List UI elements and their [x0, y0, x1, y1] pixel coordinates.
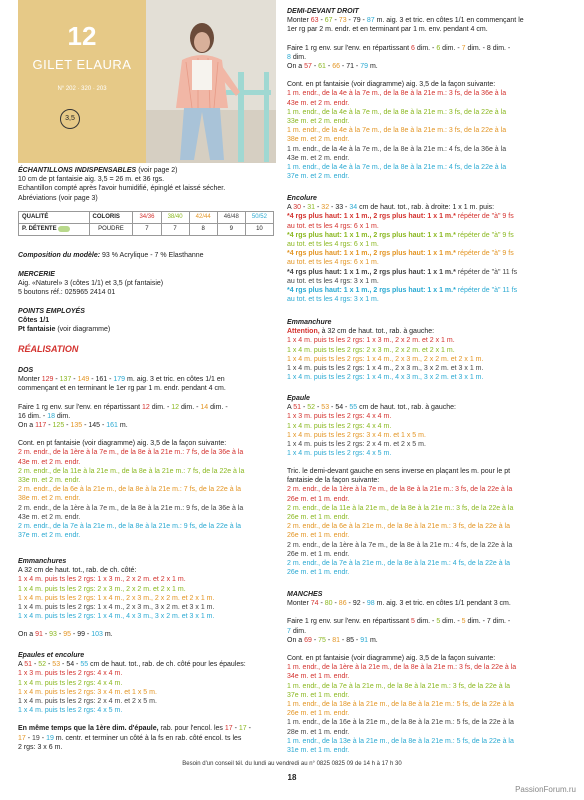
size-instruction-line: 1 m. endr., de la 7e à la 21e m., de la 8e à la 21e m.: 3 fs, de la 22e à la	[287, 682, 510, 690]
size-instruction-line: 1 x 4 m. puis ts les 2 rgs: 4 x 4 m.	[18, 679, 123, 687]
size-instruction-line: 1 x 4 m. puis ts les 2 rgs: 4 x 5 m.	[287, 450, 392, 458]
emm-sizes	[18, 575, 276, 621]
encolure-section	[287, 194, 571, 304]
size-instruction-line: 1 m. endr., de la 4e à la 7e m., de la 8e à la 21e m.: 3 fs, de la 36e à la	[287, 90, 507, 98]
page-number: 18	[287, 773, 297, 782]
gauche-line: fantaisie de la façon suivante:	[287, 477, 380, 485]
hero-title-panel	[18, 0, 146, 163]
watermark: PassionForum.ru	[515, 785, 576, 794]
size-instruction-line: 2 m. endr., de la 6e à la 21e m., de la 8e à la 21e m.: 3 fs, de la 22e à la	[287, 523, 510, 531]
emm-line: A 32 cm de haut. tot., rab. de ch. côté:	[18, 567, 137, 575]
echantillons-line: Echantillon compté après l'avoir humidifié, épinglé et laissé sécher.	[18, 185, 226, 193]
dos-line: commençant et en terminant le 1er rg par 1 m. endr. pendant 4 cm.	[18, 385, 226, 393]
size-instruction-line: 38e m. et 2 m. endr.	[287, 136, 350, 144]
size-instruction-line: 33e m. et 2 m. endr.	[287, 118, 350, 126]
realisation-title: RÉALISATION	[18, 344, 79, 354]
size-instruction-line: 1 x 4 m. puis ts les 2 rgs: 1 x 4 m., 2 x 3 m., 2 x 2 m. et 2 x 1 m.	[287, 355, 484, 363]
dd-line: 1er rg par 2 m. endr. et en terminant par 1 m. env. pendant 4 cm.	[287, 26, 488, 34]
size-instruction-line: 2 m. endr., de la 7e à la 21e m., de la 8e à la 21e m.: 9 fs, de la 22e à la	[18, 523, 241, 531]
size-instruction-line: 34e m. et 1 m. endr.	[287, 673, 350, 681]
dos-sizes	[18, 448, 276, 540]
size-instruction-line: 1 x 4 m. puis ts les 2 rgs: 1 x 4 m., 2 x 3 m., 3 x 2 m. et 3 x 1 m.	[287, 365, 484, 373]
table-cell: 7	[133, 224, 161, 236]
emm2-sizes	[287, 336, 571, 382]
size-instruction-line: 37e m. et 1 m. endr.	[287, 691, 350, 699]
size-instruction-line: 1 x 4 m. puis ts les 2 rgs: 1 x 4 m., 4 x 3 m., 3 x 2 m. et 3 x 1 m.	[18, 613, 215, 621]
manches-title: MANCHES	[287, 591, 323, 598]
size-instruction-line: 1 m. endr., de la 4e à la 7e m., de la 8e à la 21e m.: 3 fs, de la 22e à la	[287, 127, 507, 135]
size-instruction-line: 1 x 4 m. puis ts les 2 rgs: 2 x 3 m., 2 x 2 m. et 2 x 1 m.	[18, 585, 186, 593]
size-instruction-line: au tot. et ts les 4 rgs: 6 x 1 m.	[287, 241, 379, 249]
size-instruction-line: 1 m. endr., de la 13e à la 21e m., de la 8e à la 21e m.: 5 fs, de la 22e à la	[287, 737, 514, 745]
size-instruction-line: 2 m. endr., de la 1ère à la 7e m., de la 8e à la 21e m.: 7 fs, de la 36e à la	[18, 449, 244, 457]
size-instruction-line: 38e m. et 2 m. endr.	[18, 495, 81, 503]
table-header: 46/48	[217, 212, 245, 224]
model-illustration	[146, 0, 276, 163]
point-item: Côtes 1/1	[18, 317, 50, 325]
dos-line: Faire 1 rg env. sur l'env. en répartissant 12 dim. - 12 dim. - 14 dim. -	[18, 403, 228, 411]
size-instruction-line: 2 m. endr., de la 7e à la 21e m., de la 8e à la 21e m.: 4 fs, de la 22e à la	[287, 560, 510, 568]
size-instruction-line: 1 x 4 m. puis ts les 2 rgs: 1 x 4 m., 2 x 3 m., 3 x 2 m. et 3 x 1 m.	[18, 604, 215, 612]
size-instruction-line: 1 m. endr., de la 4e à la 7e m., de la 8e à la 21e m.: 4 fs, de la 36e à la	[287, 145, 507, 153]
size-instruction-line: 1 m. endr., de la 4e à la 7e m., de la 8e à la 21e m.: 4 fs, de la 22e à la	[287, 164, 507, 172]
echantillons-note: (voir page 2)	[138, 167, 178, 174]
dd-sizes	[287, 89, 571, 181]
size-instruction-line: 1 x 4 m. puis ts les 2 rgs: 3 x 4 m. et 1 x 5 m.	[18, 688, 157, 696]
manches-line: Faire 1 rg env. sur l'env. en répartissant 5 dim. - 5 dim. - 5 dim. - 7 dim. -	[287, 618, 511, 626]
model-photo	[146, 0, 276, 163]
size-instruction-line: 1 x 4 m. puis ts les 2 rgs: 4 x 5 m.	[18, 707, 123, 715]
size-instruction-line: 2 m. endr., de la 6e à la 21e m., de la 8e à la 21e m.: 7 fs, de la 22e à la	[18, 486, 241, 494]
size-instruction-line: *4 rgs plus haut: 1 x 1 m., 2 rgs plus haut: 1 x 1 m.* répéter de "à" 9 fs	[287, 250, 514, 258]
size-instruction-line: *4 rgs plus haut: 1 x 1 m., 2 rgs plus haut: 1 x 1 m.* répéter de "à" 9 fs	[287, 213, 514, 221]
mercerie-line: Aig. «Naturel» 3 (côtes 1/1) et 3,5 (pt fantaisie)	[18, 280, 164, 288]
epaul-sizes	[18, 669, 276, 715]
table-cell: POUDRE	[89, 224, 133, 236]
enc-line: A 30 - 31 - 32 - 33 - 34 cm de haut. tot., rab. à droite: 1 x 1 m. puis:	[287, 204, 495, 212]
manches-sizes	[287, 663, 571, 755]
table-header: 50/52	[245, 212, 273, 224]
size-instruction-line: 1 x 4 m. puis ts les 2 rgs: 1 x 4 m., 2 x 3 m., 2 x 2 m. et 2 x 1 m.	[18, 594, 215, 602]
emmanchure-title: Emmanchure	[287, 319, 332, 326]
dos-line: 16 dim. - 18 dim.	[18, 412, 71, 420]
table-cell: P. DÉTENTE	[19, 224, 90, 236]
epaul-line: 17 - 19 - 19 m. centr. et terminer un côté à la fs en rab. côté encol. ts les	[18, 734, 242, 742]
dos-line: Monter 129 - 137 - 149 - 161 - 179 m. aig. 3 et tric. en côtes 1/1 en	[18, 376, 225, 384]
dd-line: On a 57 - 61 - 66 - 71 - 79 m.	[287, 63, 378, 71]
epaules-section	[18, 651, 276, 752]
manches-line: Monter 74 - 80 - 86 - 92 - 98 m. aig. 3 et tric. en côtes 1/1 pendant 3 cm.	[287, 600, 511, 608]
table-cell: 9	[217, 224, 245, 236]
size-instruction-line: 43e m. et 2 m. endr.	[287, 99, 350, 107]
size-instruction-line: 26e m. et 1 m. endr.	[287, 569, 350, 577]
size-instruction-line: 1 x 4 m. puis ts les 2 rgs: 2 x 4 m. et 2 x 5 m.	[18, 698, 157, 706]
dos-line: Cont. en pt fantaisie (voir diagramme) aig. 3,5 de la façon suivante:	[18, 440, 227, 448]
table-header: 38/40	[161, 212, 189, 224]
dd-line: Monter 63 - 67 - 73 - 79 - 87 m. aig. 3 et tric. en côtes 1/1 en commençant le	[287, 17, 524, 25]
manches-line: Cont. en pt fantaisie (voir diagramme) aig. 3,5 de la façon suivante:	[287, 655, 496, 663]
size-instruction-line: 26e m. et 1 m. endr.	[287, 495, 350, 503]
size-instruction-line: 37e m. et 2 m. endr.	[18, 532, 81, 540]
table-header: 34/36	[133, 212, 161, 224]
manches-line: 7 dim.	[287, 627, 307, 635]
gauche-line: Tric. le demi-devant gauche en sens inverse en plaçant les m. pour le pt	[287, 468, 511, 475]
size-instruction-line: *4 rgs plus haut: 1 x 1 m., 2 rgs plus haut: 1 x 1 m.* répéter de "à" 9 fs	[287, 231, 514, 239]
size-instruction-line: au tot. et ts les 4 rgs: 6 x 1 m.	[287, 222, 379, 230]
size-instruction-line: *4 rgs plus haut: 1 x 1 m., 2 rgs plus haut: 1 x 1 m.* répéter de "à" 11 fs	[287, 287, 518, 295]
dd-line: Cont. en pt fantaisie (voir diagramme) aig. 3,5 de la façon suivante:	[287, 81, 496, 89]
size-instruction-line: 31e m. et 1 m. endr.	[287, 747, 350, 755]
size-instruction-line: 37e m. et 2 m. endr.	[287, 173, 350, 181]
size-instruction-line: 1 x 3 m. puis ts les 2 rgs: 4 x 4 m.	[287, 413, 392, 421]
size-instruction-line: 1 x 4 m. puis ts les 2 rgs: 1 x 3 m., 2 x 2 m. et 2 x 1 m.	[18, 576, 186, 584]
size-instruction-line: au tot. et ts les 4 rgs: 3 x 1 m.	[287, 296, 379, 304]
emmanchures-section	[18, 557, 276, 640]
manches-section	[287, 590, 571, 755]
mercerie-title: MERCERIE	[18, 271, 55, 278]
size-instruction-line: *4 rgs plus haut: 1 x 1 m., 2 rgs plus haut: 1 x 1 m.* répéter de "à" 11 fs	[287, 268, 518, 276]
size-instruction-line: 26e m. et 1 m. endr.	[287, 710, 350, 718]
enc-sizes	[287, 212, 571, 304]
encolure-title: Encolure	[287, 195, 317, 202]
echantillons-line: Abréviations (voir page 3)	[18, 194, 98, 202]
epaule-title: Epaule	[287, 395, 310, 402]
points-title: POINTS EMPLOYÉS	[18, 308, 85, 315]
size-instruction-line: 26e m. et 1 m. endr.	[287, 550, 350, 558]
dos-line: On a 117 - 125 - 135 - 145 - 161 m.	[18, 422, 128, 430]
table-cell: 7	[161, 224, 189, 236]
demi-devant-gauche-section	[287, 467, 571, 577]
table-header: COLORIS	[89, 212, 133, 224]
table-header: 42/44	[189, 212, 217, 224]
demi-devant-title: DEMI-DEVANT DROIT	[287, 8, 359, 15]
dos-title: DOS	[18, 367, 34, 374]
epaul-line: A 51 - 52 - 53 - 54 - 55 cm de haut. tot., rab. de ch. côté pour les épaules:	[18, 661, 246, 669]
echantillons-title: ÉCHANTILLONS INDISPENSABLES	[18, 167, 137, 174]
dos-section	[18, 366, 276, 540]
size-instruction-line: 2 m. endr., de la 1ère à la 7e m., de la 8e à la 21e m.: 9 fs, de la 36e à la	[18, 504, 244, 512]
size-instruction-line: 1 x 3 m. puis ts les 2 rgs: 4 x 4 m.	[18, 670, 123, 678]
size-instruction-line: 2 m. endr., de la 1ère à la 7e m., de la 8e à la 21e m.: 3 fs, de la 22e à la	[287, 486, 513, 494]
emmanchure-section	[287, 318, 571, 382]
size-instruction-line: 28e m. et 1 m. endr.	[287, 728, 350, 736]
epaule-section	[287, 394, 571, 458]
size-instruction-line: 1 x 4 m. puis ts les 2 rgs: 1 x 4 m., 4 x 3 m., 3 x 2 m. et 3 x 1 m.	[287, 374, 484, 382]
size-instruction-line: 1 x 4 m. puis ts les 2 rgs: 4 x 4 m.	[287, 422, 392, 430]
dd-line: 8 dim.	[287, 53, 307, 61]
size-instruction-line: 1 m. endr., de la 18e à la 21e m., de la 8e à la 21e m.: 5 fs, de la 22e à la	[287, 701, 514, 709]
needle-size-badge: 3,5	[60, 109, 80, 129]
emmanchures-title: Emmanchures	[18, 558, 67, 565]
pattern-title: GILET ELAURA	[32, 57, 132, 72]
echantillons-line: 10 cm de pt fantaisie aig. 3,5 = 26 m. et 36 rgs.	[18, 176, 165, 184]
size-instruction-line: 2 m. endr., de la 11e à la 21e m., de la 8e à la 21e m.: 7 fs, de la 22e à la	[18, 467, 245, 475]
table-cell: 10	[245, 224, 273, 236]
pattern-number: 12	[67, 21, 97, 51]
demi-devant-section	[287, 7, 571, 181]
size-instruction-line: 1 m. endr., de la 16e à la 21e m., de la 8e à la 21e m.: 5 fs, de la 22e à la	[287, 719, 514, 727]
manches-line: On a 69 - 75 - 81 - 85 - 91 m.	[287, 636, 378, 644]
epaules-title: Epaules et encolure	[18, 652, 85, 659]
size-instruction-line: 26e m. et 1 m. endr.	[287, 532, 350, 540]
size-instruction-line: 1 x 4 m. puis ts les 2 rgs: 2 x 4 m. et 2 x 5 m.	[287, 441, 426, 449]
mercerie-line: 5 boutons réf.: 025965 2414 01	[18, 289, 116, 297]
mercerie-section	[18, 270, 276, 298]
emm-total: On a 91 - 93 - 95 - 99 - 103 m.	[18, 631, 113, 639]
epaule-sizes	[287, 412, 571, 458]
table-header: QUALITÉ	[19, 212, 90, 224]
gauche-sizes	[287, 485, 571, 577]
size-instruction-line: 1 x 4 m. puis ts les 2 rgs: 2 x 3 m., 2 x 2 m. et 2 x 1 m.	[287, 346, 455, 354]
size-instruction-line: 43e m. et 2 m. endr.	[18, 513, 81, 521]
size-instruction-line: 2 m. endr., de la 1ère à la 7e m., de la 8e à la 21e m.: 4 fs, de la 22e à la	[287, 541, 513, 549]
pattern-reference: N° 202 · 320 · 203	[57, 86, 107, 92]
size-instruction-line: 43e m. et 2 m. endr.	[18, 458, 81, 466]
size-instruction-line: 43e m. et 2 m. endr.	[287, 154, 350, 162]
footer-note: Besoin d'un conseil tél. du lundi au vendredi au n° 0825 0825 09 de 14 h à 17 h 30	[182, 761, 402, 767]
yarn-ball-icon	[58, 226, 70, 232]
size-instruction-line: 1 x 4 m. puis ts les 2 rgs: 3 x 4 m. et 1 x 5 m.	[287, 431, 426, 439]
epaul-line: 2 rgs: 3 x 6 m.	[18, 743, 63, 751]
size-instruction-line: 1 x 4 m. puis ts les 2 rgs: 1 x 3 m., 2 x 2 m. et 2 x 1 m.	[287, 337, 455, 345]
dd-line: Faire 1 rg env. sur l'env. en répartissant 6 dim. - 6 dim. - 7 dim. - 8 dim. -	[287, 44, 511, 52]
point-item: Pt fantaisie (voir diagramme)	[18, 326, 111, 334]
echantillons-section	[18, 166, 276, 203]
size-instruction-line: 1 m. endr., de la 1ère à la 21e m., de la 8e à la 21e m.: 3 fs, de la 22e à la	[287, 664, 517, 672]
size-instruction-line: 2 m. endr., de la 11e à la 21e m., de la 8e à la 21e m.: 3 fs, de la 22e à la	[287, 504, 514, 512]
yarn-table	[18, 211, 274, 236]
epaule-line: A 51 - 52 - 53 - 54 - 55 cm de haut. tot., rab. à gauche:	[287, 404, 456, 412]
size-instruction-line: 1 m. endr., de la 4e à la 7e m., de la 8e à la 21e m.: 3 fs, de la 22e à la	[287, 108, 507, 116]
hero-banner	[18, 0, 276, 163]
size-instruction-line: 26e m. et 1 m. endr.	[287, 514, 350, 522]
size-instruction-line: au tot. et ts les 4 rgs: 6 x 1 m.	[287, 259, 379, 267]
points-section	[18, 307, 276, 335]
size-instruction-line: au tot. et ts les 4 rgs: 3 x 1 m.	[287, 277, 379, 285]
composition: Composition du modèle: 93 % Acrylique - 7 % Elasthanne	[18, 252, 204, 259]
table-cell: 8	[189, 224, 217, 236]
size-instruction-line: 33e m. et 2 m. endr.	[18, 477, 81, 485]
emm2-line: Attention, à 32 cm de haut. tot., rab. à gauche:	[287, 328, 435, 336]
epaul-line: En même temps que la 1ère dim. d'épaule, rab. pour l'encol. les 17 - 17 -	[18, 725, 251, 733]
